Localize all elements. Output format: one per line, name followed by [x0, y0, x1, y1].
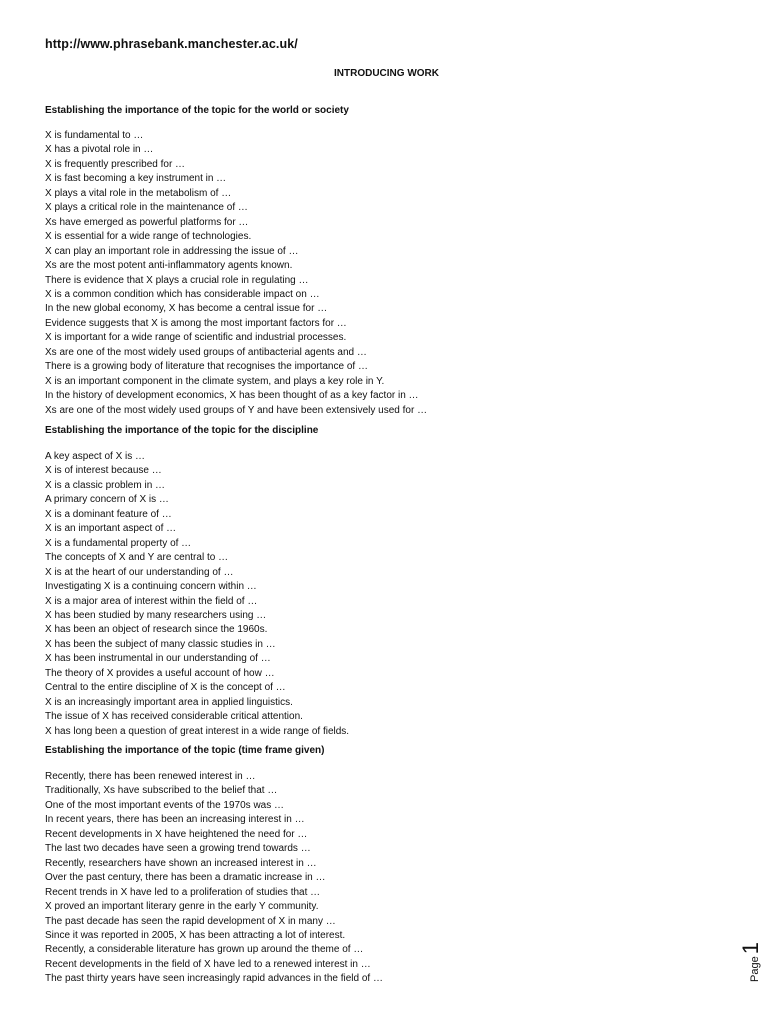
- source-url: http://www.phrasebank.manchester.ac.uk/: [45, 37, 298, 51]
- phrase-item: In the history of development economics, X has been thought of as a key factor in …: [45, 390, 419, 402]
- phrase-item: Traditionally, Xs have subscribed to the belief that …: [45, 785, 278, 797]
- phrase-item: Xs are one of the most widely used groups of Y and have been extensively used for …: [45, 404, 428, 416]
- phrase-item: A primary concern of X is …: [45, 494, 169, 506]
- section-heading: Establishing the importance of the topic for the discipline: [45, 425, 319, 436]
- phrase-list: [45, 129, 735, 418]
- phrase-item: Over the past century, there has been a dramatic increase in …: [45, 872, 326, 884]
- phrase-item: X is important for a wide range of scientific and industrial processes.: [45, 332, 347, 344]
- phrase-item: The last two decades have seen a growing trend towards …: [45, 843, 311, 855]
- phrase-item: X has a pivotal role in …: [45, 144, 154, 156]
- phrase-item: There is a growing body of literature that recognises the importance of …: [45, 361, 368, 373]
- page-title: INTRODUCING WORK: [334, 68, 439, 79]
- phrase-item: Central to the entire discipline of X is the concept of …: [45, 682, 286, 694]
- phrase-item: The theory of X provides a useful account of how …: [45, 667, 275, 679]
- phrase-item: X is a classic problem in …: [45, 479, 166, 491]
- phrase-item: X plays a vital role in the metabolism of …: [45, 187, 232, 199]
- phrase-item: X has been instrumental in our understanding of …: [45, 653, 271, 665]
- phrase-item: In recent years, there has been an increasing interest in …: [45, 814, 305, 826]
- phrase-item: X has been the subject of many classic studies in …: [45, 638, 276, 650]
- phrase-item: X has been an object of research since the 1960s.: [45, 624, 268, 636]
- phrase-item: X proved an important literary genre in the early Y community.: [45, 901, 319, 913]
- phrase-item: Recently, researchers have shown an increased interest in …: [45, 857, 317, 869]
- phrase-item: Since it was reported in 2005, X has been attracting a lot of interest.: [45, 929, 346, 941]
- page-label: Page: [749, 956, 761, 982]
- phrase-item: X has been studied by many researchers using …: [45, 609, 267, 621]
- page-number: [738, 942, 764, 982]
- phrase-item: X is frequently prescribed for …: [45, 158, 186, 170]
- phrase-item: Xs have emerged as powerful platforms for …: [45, 216, 249, 228]
- phrase-item: In the new global economy, X has become a central issue for …: [45, 303, 328, 315]
- section-heading: Establishing the importance of the topic (time frame given): [45, 745, 325, 756]
- phrase-item: X is an increasingly important area in applied linguistics.: [45, 696, 293, 708]
- section-time-frame: [45, 744, 735, 987]
- phrase-item: Recently, there has been renewed interest in …: [45, 771, 256, 782]
- phrase-item: The issue of X has received considerable critical attention.: [45, 711, 303, 723]
- phrase-item: X is essential for a wide range of technologies.: [45, 231, 252, 243]
- phrase-item: The past thirty years have seen increasingly rapid advances in the field of …: [45, 973, 383, 985]
- section-discipline: [45, 424, 735, 739]
- phrase-item: X is an important aspect of …: [45, 523, 177, 535]
- phrase-item: The past decade has seen the rapid development of X in many …: [45, 915, 336, 927]
- phrase-item: Recently, a considerable literature has grown up around the theme of …: [45, 944, 364, 956]
- phrase-item: The concepts of X and Y are central to …: [45, 552, 229, 564]
- phrase-item: Recent developments in the field of X have led to a renewed interest in …: [45, 958, 371, 970]
- phrase-item: One of the most important events of the 1970s was …: [45, 799, 285, 811]
- phrase-list: [45, 770, 735, 987]
- phrase-item: Xs are the most potent anti-inflammatory agents known.: [45, 260, 293, 272]
- phrase-item: X has long been a question of great interest in a wide range of fields.: [45, 725, 350, 737]
- phrase-item: Evidence suggests that X is among the most important factors for …: [45, 317, 347, 329]
- phrase-item: X is an important component in the climate system, and plays a key role in Y.: [45, 375, 385, 387]
- page-number-value: 1: [738, 942, 763, 955]
- phrase-item: X is fundamental to …: [45, 130, 144, 141]
- phrase-item: X is a common condition which has considerable impact on …: [45, 288, 320, 300]
- phrase-item: Recent developments in X have heightened the need for …: [45, 828, 308, 840]
- phrase-item: X is fast becoming a key instrument in …: [45, 173, 227, 185]
- phrase-list: [45, 450, 735, 739]
- phrase-item: Xs are one of the most widely used groups of antibacterial agents and …: [45, 346, 367, 358]
- phrase-item: There is evidence that X plays a crucial role in regulating …: [45, 274, 309, 286]
- phrase-item: A key aspect of X is …: [45, 451, 146, 462]
- phrase-item: X is a major area of interest within the field of …: [45, 595, 258, 607]
- section-heading: Establishing the importance of the topic for the world or society: [45, 105, 349, 116]
- phrase-item: X is a fundamental property of …: [45, 537, 192, 549]
- phrase-item: X can play an important role in addressing the issue of …: [45, 245, 299, 257]
- phrase-item: X is a dominant feature of …: [45, 508, 172, 520]
- phrase-item: Recent trends in X have led to a proliferation of studies that …: [45, 886, 321, 898]
- phrase-item: X is at the heart of our understanding of …: [45, 566, 234, 578]
- phrase-item: Investigating X is a continuing concern within …: [45, 581, 257, 593]
- phrase-item: X plays a critical role in the maintenance of …: [45, 202, 248, 214]
- section-world-society: [45, 104, 735, 418]
- phrase-item: X is of interest because …: [45, 465, 162, 477]
